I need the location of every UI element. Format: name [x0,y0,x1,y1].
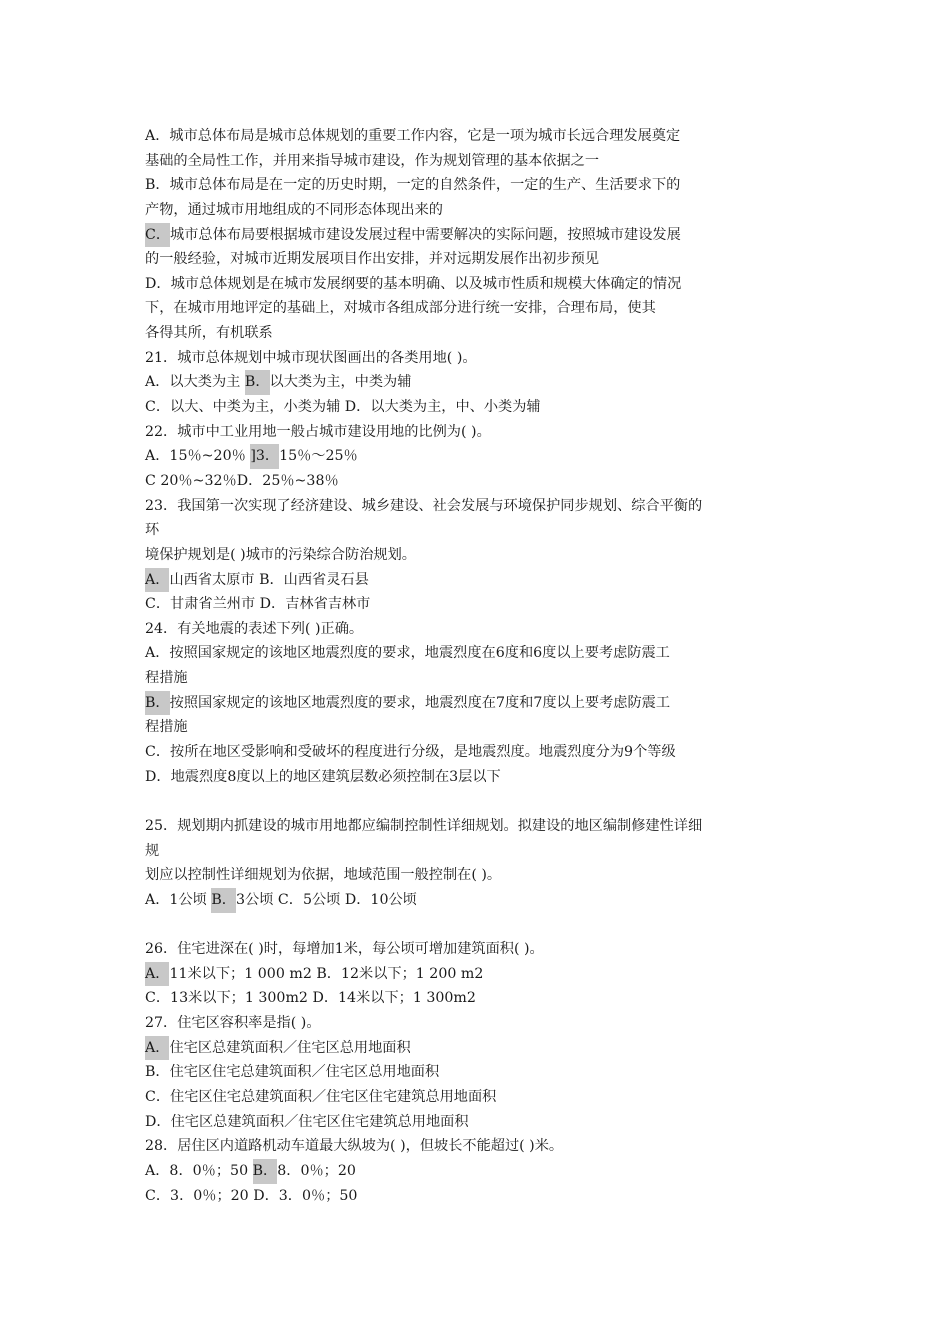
text-line [145,986,825,1011]
text-segment: 26．住宅进深在( )时，每增加1米，每公顷可增加建筑面积( )。 [145,941,544,958]
text-line [145,1011,825,1036]
highlighted-answer-label: A． [145,962,169,987]
text-segment: C．住宅区住宅总建筑面积／住宅区住宅建筑总用地面积 [145,1088,497,1105]
text-segment: 城市总体布局要根据城市建设发展过程中需要解决的实际问题，按照城市建设发展 [170,226,681,243]
text-segment: B．住宅区住宅总建筑面积／住宅区总用地面积 [145,1064,440,1081]
text-segment: A．1公顷 [145,891,212,908]
text-line [145,641,825,666]
text-segment: 程措施 [145,670,188,687]
text-segment: 21．城市总体规划中城市现状图画出的各类用地( )。 [145,349,477,366]
text-line [145,469,825,494]
text-line [145,1036,825,1061]
text-line [145,247,825,272]
text-line [145,863,825,888]
text-segment: 8．0％；20 [277,1162,356,1179]
text-line [145,1134,825,1159]
text-line [145,1060,825,1085]
text-segment: C．以大、中类为主，小类为辅 D．以大类为主，中、小类为辅 [145,399,541,416]
highlighted-answer-label: ]3． [250,444,279,469]
text-segment: 程措施 [145,719,188,736]
text-segment: 25．规划期内抓建设的城市用地都应编制控制性详细规划。拟建设的地区编制修建性详细 [145,817,703,834]
text-segment: 山西省太原市 B．山西省灵石县 [169,571,369,588]
text-line [145,839,825,864]
text-segment: 的一般经验，对城市近期发展项目作出安排，并对远期发展作出初步预见 [145,251,600,268]
text-segment: 产物，通过城市用地组成的不同形态体现出来的 [145,201,443,218]
text-segment: 境保护规划是( )城市的污染综合防治规划。 [145,546,416,563]
highlighted-answer-label: B． [145,691,170,716]
text-line [145,691,825,716]
text-segment: A．15％~20％ [145,448,251,465]
text-line [145,666,825,691]
text-segment: 规 [145,842,160,859]
text-line [145,395,825,420]
text-segment: C．3．0％；20 D．3．0％；50 [145,1187,358,1204]
document-body [145,124,825,1208]
text-line [145,568,825,593]
text-segment: 15％～25％ [279,448,358,465]
text-line [145,888,825,913]
text-line [145,296,825,321]
text-line [145,272,825,297]
text-line [145,370,825,395]
text-segment: C．按所在地区受影响和受破坏的程度进行分级，是地震烈度。地震烈度分为9个等级 [145,744,676,761]
text-line [145,444,825,469]
text-segment: 28．居住区内道路机动车道最大纵坡为( )，但坡长不能超过( )米。 [145,1138,564,1155]
text-line [145,518,825,543]
text-segment: 以大类为主，中类为辅 [269,374,412,391]
text-line [145,715,825,740]
text-segment: 23．我国第一次实现了经济建设、城乡建设、社会发展与环境保护同步规划、综合平衡的 [145,497,703,514]
text-segment: 27．住宅区容积率是指( )。 [145,1015,321,1032]
text-segment: C．甘肃省兰州市 D．吉林省吉林市 [145,596,371,613]
text-line [145,1110,825,1135]
text-segment: D．住宅区总建筑面积／住宅区住宅建筑总用地面积 [145,1113,469,1130]
text-segment: C．13米以下；1 300m2 D．14米以下；1 300m2 [145,990,476,1007]
blank-line [145,913,825,938]
text-segment: 划应以控制性详细规划为依据，地域范围一般控制在( )。 [145,867,502,884]
text-line [145,494,825,519]
highlighted-answer-label: B． [245,370,270,395]
highlighted-answer-label: B． [211,888,236,913]
text-segment: 各得其所，有机联系 [145,325,273,342]
text-line [145,962,825,987]
text-segment: C 20％~32％D．25％~38％ [145,472,339,489]
text-line [145,543,825,568]
text-segment: 基础的全局性工作，并用来指导城市建设，作为规划管理的基本依据之一 [145,152,600,169]
text-segment: A．以大类为主 [145,374,245,391]
text-line [145,937,825,962]
text-segment: 按照国家规定的该地区地震烈度的要求，地震烈度在7度和7度以上要考虑防震工 [169,694,671,711]
text-line [145,223,825,248]
text-line [145,149,825,174]
text-segment: 11米以下；1 000 m2 B．12米以下；1 200 m2 [169,965,484,982]
highlighted-answer-label: B． [253,1159,278,1184]
highlighted-answer-label: C． [145,223,170,248]
text-segment: B．城市总体布局是在一定的历史时期，一定的自然条件，一定的生产、生活要求下的 [145,177,681,194]
text-segment: A．8．0％；50 [145,1162,253,1179]
text-segment: 22．城市中工业用地一般占城市建设用地的比例为( )。 [145,423,491,440]
text-line [145,592,825,617]
text-line [145,617,825,642]
highlighted-answer-label: A． [145,1036,169,1061]
text-line [145,1159,825,1184]
blank-line [145,789,825,814]
text-line [145,346,825,371]
text-segment: D．城市总体规划是在城市发展纲要的基本明确、以及城市性质和规模大体确定的情况 [145,275,682,292]
text-segment: 住宅区总建筑面积／住宅区总用地面积 [169,1039,411,1056]
text-line [145,173,825,198]
text-segment: 环 [145,522,160,539]
text-segment: 3公顷 C．5公顷 D．10公顷 [235,891,417,908]
text-line [145,198,825,223]
text-line [145,321,825,346]
text-segment: 下，在城市用地评定的基础上，对城市各组成部分进行统一安排，合理布局，使其 [145,300,656,317]
text-line [145,420,825,445]
text-line [145,814,825,839]
text-line [145,1184,825,1209]
text-line [145,765,825,790]
text-line [145,1085,825,1110]
text-segment: 24．有关地震的表述下列( )正确。 [145,620,364,637]
text-segment: A．按照国家规定的该地区地震烈度的要求，地震烈度在6度和6度以上要考虑防震工 [145,645,670,662]
text-segment: D．地震烈度8度以上的地区建筑层数必须控制在3层以下 [145,768,501,785]
highlighted-answer-label: A． [145,568,169,593]
text-line [145,124,825,149]
text-line [145,740,825,765]
text-segment: A．城市总体布局是城市总体规划的重要工作内容，它是一项为城市长远合理发展奠定 [145,128,681,144]
